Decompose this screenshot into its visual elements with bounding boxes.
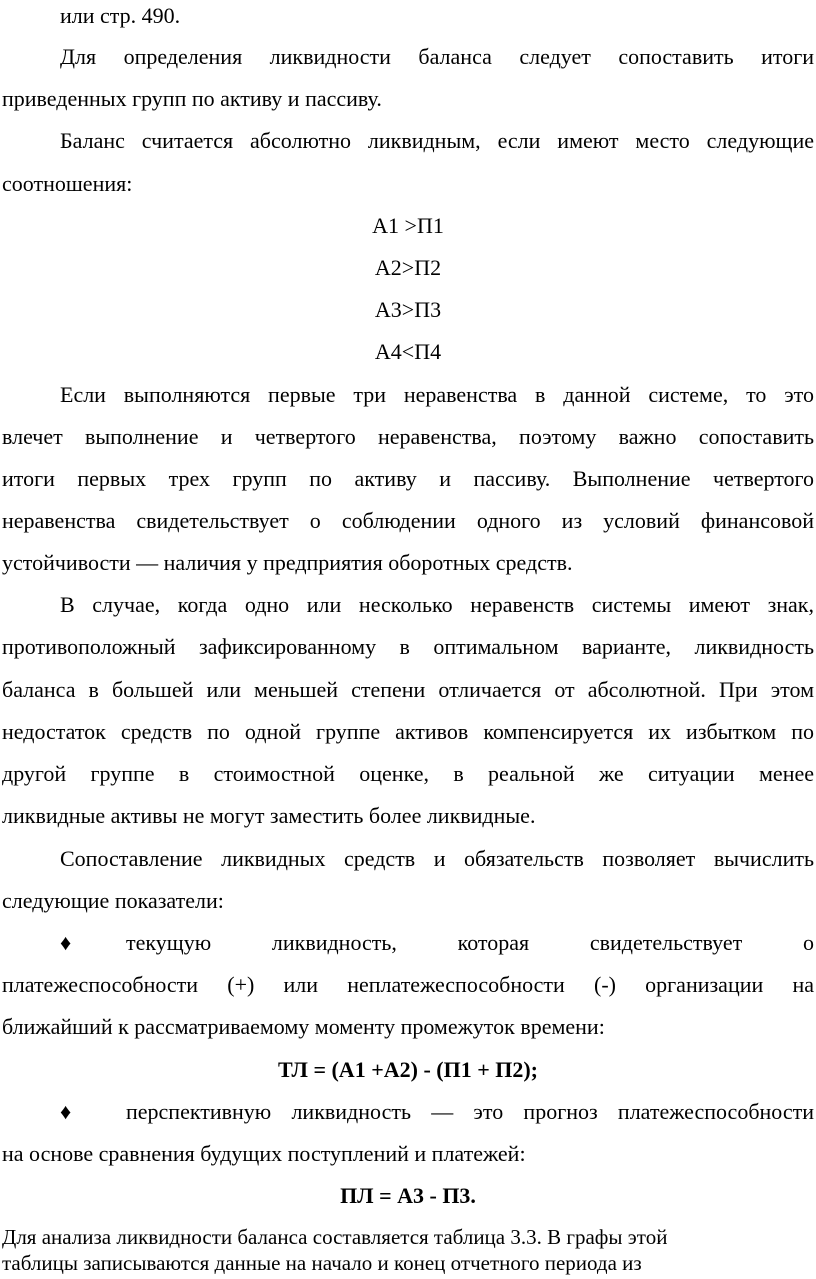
text-line: следующие показатели: [2, 888, 224, 913]
bullet-text: текущую ликвидность, которая свидетельствует о [126, 930, 814, 955]
text-line: баланса в большей или меньшей степени отличается от абсолютной. При этом [2, 677, 814, 702]
text-line: на основе сравнения будущих поступлений и платежей: [2, 1141, 526, 1166]
bullet-item-current-liquidity [0, 929, 816, 957]
text-line: ближайший к рассматриваемому моменту промежуток времени: [2, 1014, 605, 1039]
text-line: недостаток средств по одной группе активов компенсируется их избытком по [2, 719, 814, 744]
text-line: неравенства свидетельствует о соблюдении одного из условий финансовой [2, 508, 814, 533]
inequality-a4-p4: А4<П4 [374, 339, 442, 364]
paragraph-first-line: Если выполняются первые три неравенства в данной системе, то это [60, 382, 814, 407]
text-line: таблицы записываются данные на начало и конец отчетного периода из [2, 1251, 642, 1275]
text-line: устойчивости — наличия у предприятия оборотных средств. [2, 550, 573, 575]
text-line: соотношения: [2, 171, 133, 196]
text-line: противоположный зафиксированному в оптимальном варианте, ликвидность [2, 634, 814, 659]
text-line: Для анализа ликвидности баланса составляется таблица 3.3. В графы этой [2, 1225, 668, 1249]
bullet-text: перспективную ликвидность — это прогноз платежеспособности [126, 1099, 814, 1124]
paragraph-first-line: В случае, когда одно или несколько неравенств системы имеют знак, [60, 592, 814, 617]
formula-perspective-liquidity: ПЛ = А3 - П3. [340, 1183, 476, 1208]
diamond-bullet-icon: ♦ [60, 930, 72, 955]
text-line: платежеспособности (+) или неплатежеспособности (-) организации на [2, 972, 814, 997]
text-line: ликвидные активы не могут заместить более ликвидные. [2, 803, 536, 828]
inequality-a1-p1: А1 >П1 [372, 213, 444, 238]
text-line: влечет выполнение и четвертого неравенства, поэтому важно сопоставить [2, 424, 814, 449]
text-line: другой группе в стоимостной оценке, в реальной же ситуации менее [2, 761, 814, 786]
inequality-a3-p3: А3>П3 [374, 297, 442, 322]
paragraph-first-line: Сопоставление ликвидных средств и обязательств позволяет вычислить [60, 846, 814, 871]
text-line: приведенных групп по активу и пассиву. [2, 86, 382, 111]
paragraph-first-line: Для определения ликвидности баланса следует сопоставить итоги [60, 44, 814, 69]
inequality-a2-p2: А2>П2 [374, 255, 442, 280]
diamond-bullet-icon: ♦ [60, 1099, 72, 1124]
bullet-item-perspective-liquidity [0, 1098, 816, 1126]
text-line: итоги первых трех групп по активу и пассиву. Выполнение четвертого [2, 466, 814, 491]
paragraph-first-line: Баланс считается абсолютно ликвидным, если имеют место следующие [60, 128, 814, 153]
formula-current-liquidity: ТЛ = (А1 +А2) - (П1 + П2); [277, 1057, 539, 1082]
text-line: или стр. 490. [60, 3, 181, 28]
